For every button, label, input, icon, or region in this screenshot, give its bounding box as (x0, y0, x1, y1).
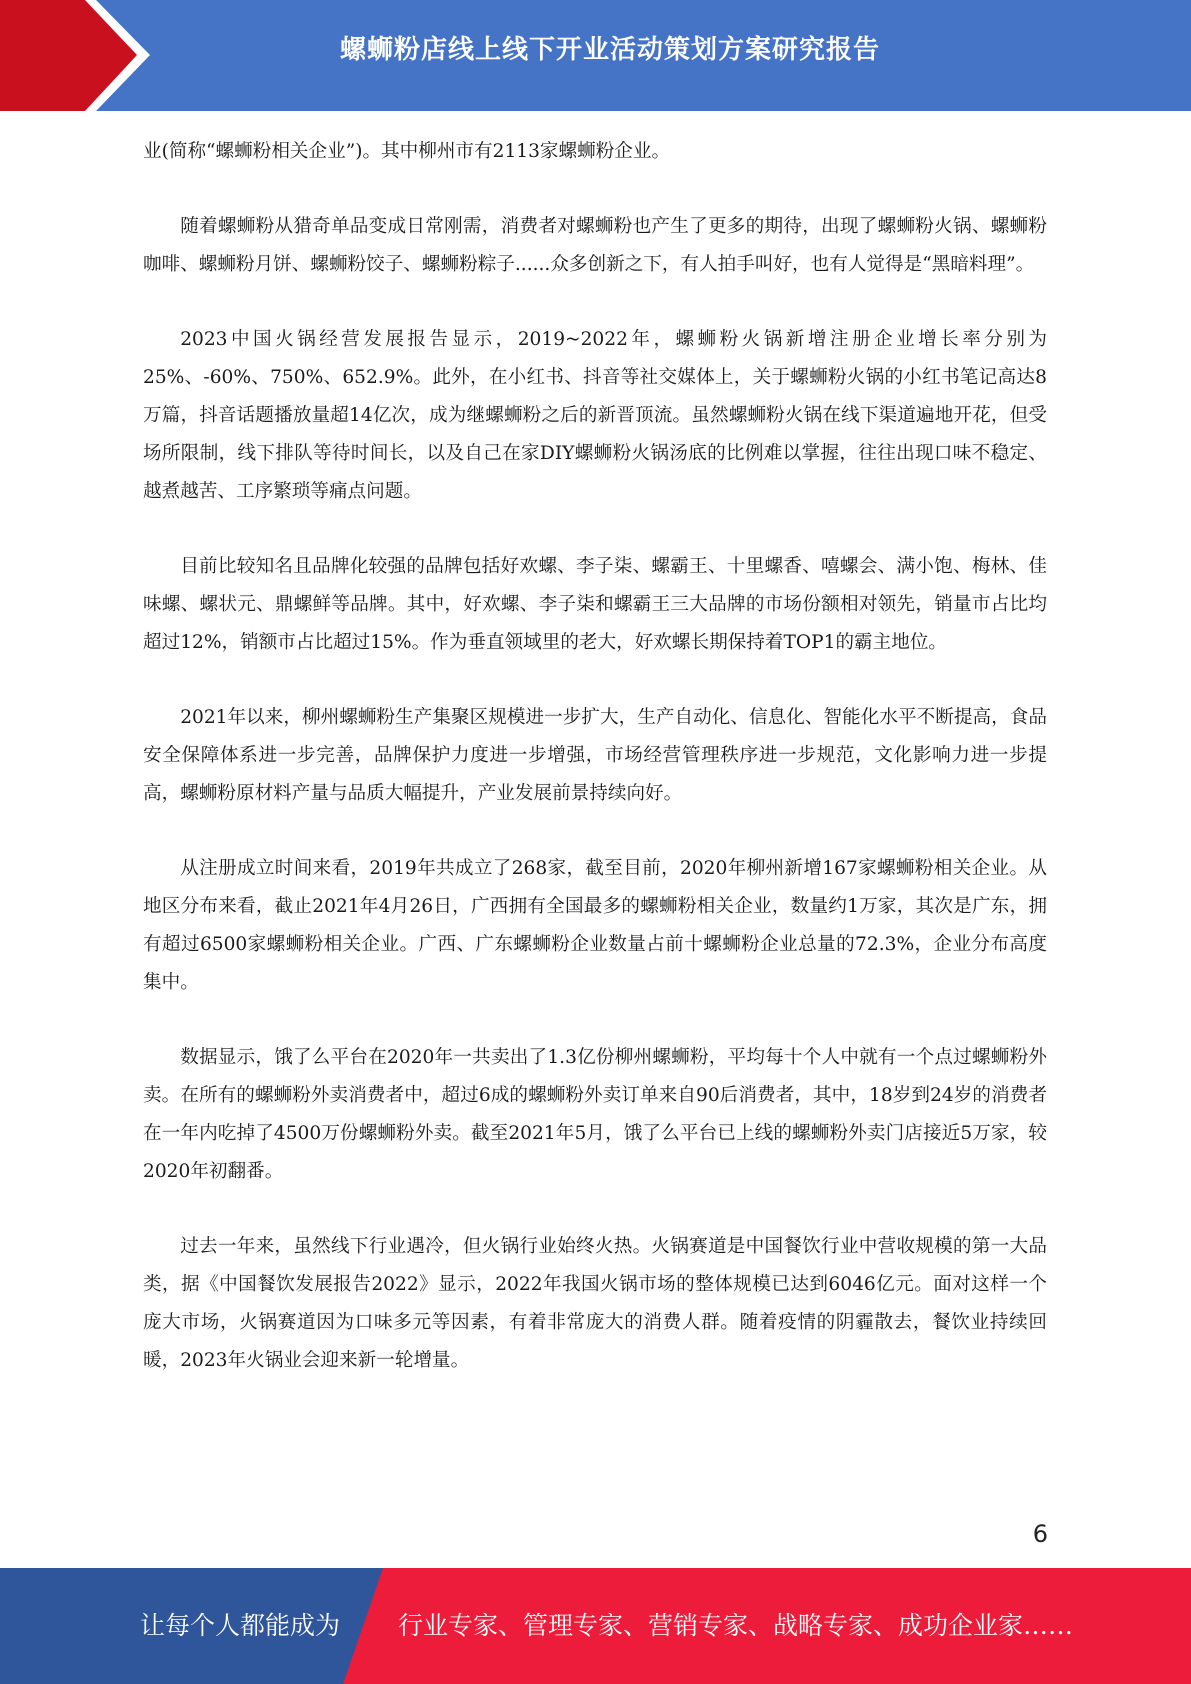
header-title: 螺蛳粉店线上线下开业活动策划方案研究报告 (339, 35, 880, 65)
page-number: 6 (1032, 1520, 1048, 1548)
paragraph: 随着螺蛳粉从猎奇单品变成日常刚需，消费者对螺蛳粉也产生了更多的期待，出现了螺蛳粉火锅、螺蛳粉咖啡、螺蛳粉月饼、螺蛳粉饺子、螺蛳粉粽子......众多创新之下，有人拍手叫好，也有人觉得是“黑暗料理”。 (143, 216, 1047, 275)
paragraph: 过去一年来，虽然线下行业遇冷，但火锅行业始终火热。火锅赛道是中国餐饮行业中营收规模的第一大品类，据《中国餐饮发展报告2022》显示，2022年我国火锅市场的整体规模已达到6046亿元。面对这样一个庞大市场，火锅赛道因为口味多元等因素，有着非常庞大的消费人群。随着疫情的阴霾散去，餐饮业持续回暖，2023年火锅业会迎来新一轮增量。 (143, 1236, 1047, 1371)
paragraph: 数据显示，饿了么平台在2020年一共卖出了1.3亿份柳州螺蛳粉，平均每十个人中就有一个点过螺蛳粉外卖。在所有的螺蛳粉外卖消费者中，超过6成的螺蛳粉外卖订单来自90后消费者，其中，18岁到24岁的消费者在一年内吃掉了4500万份螺蛳粉外卖。截至2021年5月，饿了么平台已上线的螺蛳粉外卖门店接近5万家，较2020年初翻番。 (143, 1047, 1047, 1182)
report-body (143, 133, 1047, 1417)
paragraph: 目前比较知名且品牌化较强的品牌包括好欢螺、李子柒、螺霸王、十里螺香、嘻螺会、满小饱、梅林、佳味螺、螺状元、鼎螺鲜等品牌。其中，好欢螺、李子柒和螺霸王三大品牌的市场份额相对领先，销量市占比均超过12%，销额市占比超过15%。作为垂直领域里的老大，好欢螺长期保持着TOP1的霸主地位。 (143, 556, 1047, 653)
page-footer (0, 1568, 1191, 1684)
paragraph: 2021年以来，柳州螺蛳粉生产集聚区规模进一步扩大，生产自动化、信息化、智能化水平不断提高，食品安全保障体系进一步完善，品牌保护力度进一步增强，市场经营管理秩序进一步规范，文化影响力进一步提高，螺蛳粉原材料产量与品质大幅提升，产业发展前景持续向好。 (143, 707, 1047, 804)
page-header (0, 0, 1191, 111)
paragraph-continued: 业(简称“螺蛳粉相关企业”)。其中柳州市有2113家螺蛳粉企业。 (143, 141, 671, 162)
paragraph: 从注册成立时间来看，2019年共成立了268家，截至目前，2020年柳州新增167家螺蛳粉相关企业。从地区分布来看，截止2021年4月26日，广西拥有全国最多的螺蛳粉相关企业，数量约1万家，其次是广东，拥有超过6500家螺蛳粉相关企业。广西、广东螺蛳粉企业数量占前十螺蛳粉企业总量的72.3%，企业分布高度集中。 (143, 858, 1047, 993)
footer-slogan-left: 让每个人都能成为 (140, 1611, 341, 1640)
footer-slogan-right: 行业专家、管理专家、营销专家、战略专家、成功企业家…… (398, 1611, 1074, 1640)
paragraph: 2023中国火锅经营发展报告显示，2019~2022年，螺蛳粉火锅新增注册企业增长率分别为25%、-60%、750%、652.9%。此外，在小红书、抖音等社交媒体上，关于螺蛳粉火锅的小红书笔记高达8万篇，抖音话题播放量超14亿次，成为继螺蛳粉之后的新晋顶流。虽然螺蛳粉火锅在线下渠道遍地开花，但受场所限制，线下排队等待时间长，以及自己在家DIY螺蛳粉火锅汤底的比例难以掌握，往往出现口味不稳定、越煮越苦、工序繁琐等痛点问题。 (143, 329, 1047, 502)
